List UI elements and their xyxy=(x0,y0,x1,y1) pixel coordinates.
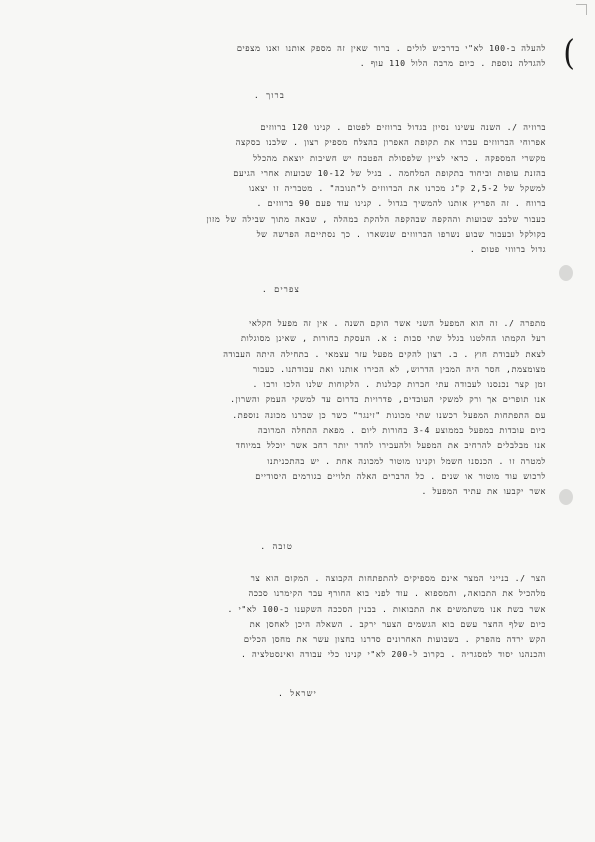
page-corner-mark xyxy=(576,4,587,15)
text-line: כיום שלף החצר עשם בוא הגשמים הצער ירקב . השאלה היכן לאחסן את xyxy=(249,618,546,629)
text-line: והכנהנו יסוד למסגריה . בקרוב ל-200 לא"י קנינו כלי עבודה ואינסטלציה . xyxy=(241,649,546,660)
text-line: רעל הקמתו החלטנו בגלל שתי סבות : א. העסקת בחורות , שאינן מסוגלות xyxy=(241,333,546,344)
text-line: מלהכיל את התבואה, והמספוא . עוד לפני בוא החורף עבר הקימרנו סככה xyxy=(248,588,546,599)
text-line: למשקל של 2,5-2 ק"ג מכרנו את הברווזים ל"תנובה" . מטבריה זו יצאנו xyxy=(248,183,546,194)
paragraph-sewing-workshop xyxy=(46,316,546,500)
text-line: בקולקל ובעבור שבוע נשרפו הברווזים שנשארו . כך נסתייםה הפרשה של xyxy=(256,229,546,240)
margin-pen-mark: ( xyxy=(563,33,575,74)
text-line: להגדלה נוספת . כיום מרבה הלול 110 עוף . xyxy=(359,58,546,69)
text-line: לצאת לעבודת חוץ . ב. רצון להקים מפעל עזר עצמאי . בתחילה היתה העבודה xyxy=(223,348,546,359)
signature-tova: טובה . xyxy=(260,541,293,551)
text-line: לרכוש עוד מוטור או שנים . כל הדברים האלה תלויים בגורמים היסודיים xyxy=(255,470,546,481)
text-line: כיום עובדות במפעל בממוצע 3-4 בחורות ליום . מפאת התחלה המרובה xyxy=(258,425,546,436)
text-line: ברווח . זה הפריץ אותנו להמשיך בגדול . קנינו עוד פעם 90 ברווזים . xyxy=(256,198,546,209)
signature-tziporim: צפרים . xyxy=(261,284,300,294)
text-line: מתפרה /. זה הוא המפעל השני אשר הוקם השנה . אין זה מפעל חקלאי xyxy=(249,318,546,328)
text-line: זמן קצר נכנסנו לעבודה עתי חברות קבלנות . הלקוחות שלנו הלכו ורבו . xyxy=(252,379,546,390)
text-line: כעבור שלבב שבועות וההקפה שבהקפה הלהקת במהלה , שבאה מתוך שבילה של מזון xyxy=(206,213,546,224)
punch-hole-bottom xyxy=(559,489,573,505)
text-line: גדול ברווזי פטום . xyxy=(469,244,546,255)
text-line: הצר /. בנייני המצר אינם מספיקים להתפתחות הקבוצה . המקום הוא צר xyxy=(250,573,546,583)
text-line: בהזנת עופות וביחוד בתקופת המלחמה . בגיל של 10-12 שבועות אחרי הגיעם xyxy=(233,167,546,178)
text-line: אנו תופרים אך ורק למשקי העובדים, פדרויות בדרום עד למשקי העמק והשרון. xyxy=(230,394,546,405)
text-line: ברוזיה /. השנה עשינו נסיון בגדול ברווזים לפטום . קנינו 120 ברווזים xyxy=(260,122,546,132)
text-line: אשר בשת אנו משתמשים את התבואות . בבנין הסככה השקענו כ-100 לא"י . xyxy=(227,603,546,614)
signature-yisrael: ישראל . xyxy=(278,688,317,698)
text-line: אנו מבלבלים להרחיב את המפעל ולהעבירו לחדר יותר רחב אשר יוכלל במיוחד xyxy=(235,440,546,451)
text-line: אשר יקבעו את עתיד המפעל . xyxy=(421,486,546,497)
text-line: להעלה ב-100 לא"י בדרכיש לולים . ברור שאין זה מספק אותנו ואנו מצפים xyxy=(236,43,546,53)
text-line: למטרה זו . הכנסנו חשמל וקנינו מוטור למכונה אחת . יש בהתכניתנו xyxy=(267,455,546,466)
text-line: הקש ירדה מהפרק . בשבועות האחרונים סדרנו בחצון עשר את מחסן הכלים xyxy=(243,634,546,645)
signature-baruch: ברוך . xyxy=(253,90,285,100)
punch-hole-top xyxy=(559,265,573,281)
text-line: מקשרי המספקה . כדאי לציין שלפסולת הפטבח יש חשיבות יוצאת מהכלל xyxy=(253,152,546,163)
text-line: אפרוחי הברווזים עברו את תקופת האפרון בהצלח מספיק רצון . שלבנו בסקצה xyxy=(235,137,546,148)
paragraph-yard xyxy=(46,571,546,663)
paragraph-chickens xyxy=(46,41,546,72)
text-line: מצומצמת, חסר היה המבין הדרוש, לא הכירו אותנו ואת עבודתנו. כעבור xyxy=(252,363,546,374)
text-line: עם התפתחות המפעל רכשנו שתי מכונות "זינגר" כשר כן שכרנו מכונה נוספת. xyxy=(232,409,546,420)
paragraph-ducks xyxy=(46,120,546,258)
